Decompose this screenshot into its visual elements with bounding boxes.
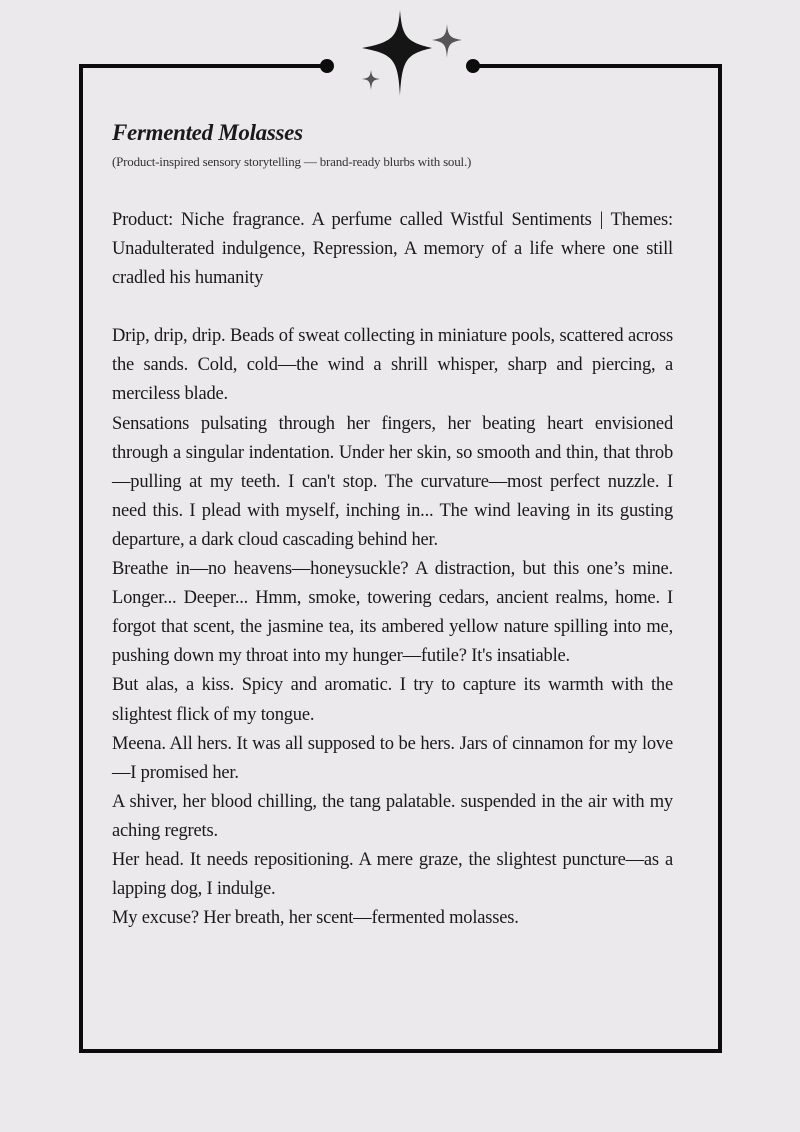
frame-top-left [80, 64, 328, 68]
document-content [112, 120, 673, 933]
document-body [112, 206, 673, 933]
frame-left [79, 64, 83, 1053]
paragraph: Sensations pulsating through her fingers, her beating heart envisioned through a singular indentation. Under her skin, so smooth and thin, that throb—pulling at my teeth. I can't stop. The curvature—most perfect nuzzle. I need this. I plead with myself, inching in... The wind leaving in its gusting departure, a dark cloud cascading behind her. [112, 413, 673, 550]
paragraph: But alas, a kiss. Spicy and aromatic. I try to capture its warmth with the slightest flick of my tongue. [112, 675, 673, 725]
document-subtitle: (Product-inspired sensory storytelling — brand-ready blurbs with soul.) [112, 154, 472, 169]
paragraph: Drip, drip, drip. Beads of sweat collecting in miniature pools, scattered across the sands. Cold, cold—the wind a shrill whisper, sharp and piercing, a merciless blade. [112, 326, 673, 405]
frame-dot-left [320, 59, 334, 73]
sparkle-stars-icon [350, 8, 470, 98]
paragraph: Breathe in—no heavens—honeysuckle? A distraction, but this one’s mine. Longer... Deeper... Hmm, smoke, towering cedars, ancient realms, home. I forgot that scent, the jasmine tea, its ambered yellow nature spilling into me, pushing down my throat into my hunger—futile? It's insatiable. [112, 559, 673, 667]
product-intro: Product: Niche fragrance. A perfume called Wistful Sentiments | Themes: Unadulterated indulgence, Repression, A memory of a life where one still cradled his humanity [112, 210, 673, 289]
paragraph: A shiver, her blood chilling, the tang palatable. suspended in the air with my aching regrets. [112, 791, 673, 841]
frame-right [718, 64, 722, 1053]
frame-bottom [79, 1049, 722, 1053]
frame-top-right [472, 64, 722, 68]
paragraph: Her head. It needs repositioning. A mere graze, the slightest puncture—as a lapping dog, I indulge. [112, 849, 673, 900]
paragraph: Meena. All hers. It was all supposed to be hers. Jars of cinnamon for my love—I promised her. [112, 733, 673, 783]
document-title: Fermented Molasses [112, 120, 303, 145]
paragraph: My excuse? Her breath, her scent—fermented molasses. [112, 908, 519, 929]
